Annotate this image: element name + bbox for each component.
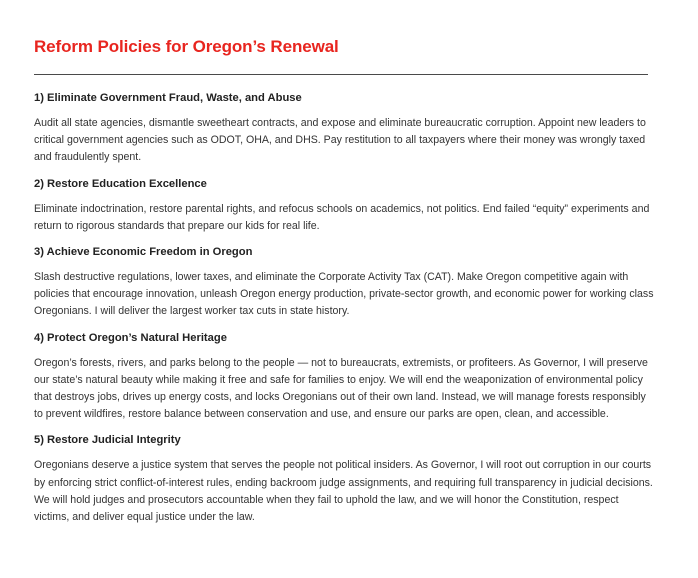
section-body: Eliminate indoctrination, restore parental rights, and refocus schools on academics, not politics. End failed “equity” experiments and return to rigorous standards that prepare our kids for real life. [34,202,650,232]
title-divider [34,74,648,75]
section-heading: 2) Restore Education Excellence [34,177,207,190]
policy-section-education [34,177,648,235]
section-body: Oregonians deserve a justice system that serves the people not political insiders. As Governor, I will root out corruption in our courts by enforcing strict conflict-of-interest rules, ending backroom judge assignments, and requiring full transparency in judicial decisions. We will hold judges and prosecutors accountable when they fail to uphold the law, and we will honor the Constitution, respect victims, and deliver equal justice under the law. [34,459,653,524]
section-heading: 5) Restore Judicial Integrity [34,434,181,447]
section-body: Slash destructive regulations, lower taxes, and eliminate the Corporate Activity Tax (CAT). Make Oregon competitive again with policies that encourage innovation, unleash Oregon energy production, private-sector growth, and economic power for working class Oregonians. I will deliver the largest worker tax cuts in state history. [34,271,654,318]
section-heading: 4) Protect Oregon’s Natural Heritage [34,331,227,344]
policy-section-heritage [34,331,648,424]
section-body: Oregon’s forests, rivers, and parks belong to the people — not to bureaucrats, extremists, or profiteers. As Governor, I will preserve our state’s natural beauty while making it free and safe for families to enjoy. We will end the weaponization of environmental policy that destroys jobs, drives up energy costs, and locks Oregonians out of their own land. Instead, we will manage forests responsibly to prevent wildfires, restore balance between conservation and use, and ensure our parks are open, clean, and accessible. [34,356,648,421]
policy-section-economy [34,245,654,321]
section-heading: 3) Achieve Economic Freedom in Oregon [34,246,253,259]
section-heading: 1) Eliminate Government Fraud, Waste, and Abuse [34,92,302,104]
section-body: Audit all state agencies, dismantle sweetheart contracts, and expose and eliminate bureaucratic corruption. Appoint new leaders to critical government agencies such as ODOT, OHA, and DHS. Pay restitution to all taxpayers where their money was wrongly taxed and fraudulently spent. [34,117,646,164]
policy-section-fraud [34,91,648,167]
policy-section-judicial [34,433,653,526]
page-title: Reform Policies for Oregon’s Renewal [34,37,339,56]
